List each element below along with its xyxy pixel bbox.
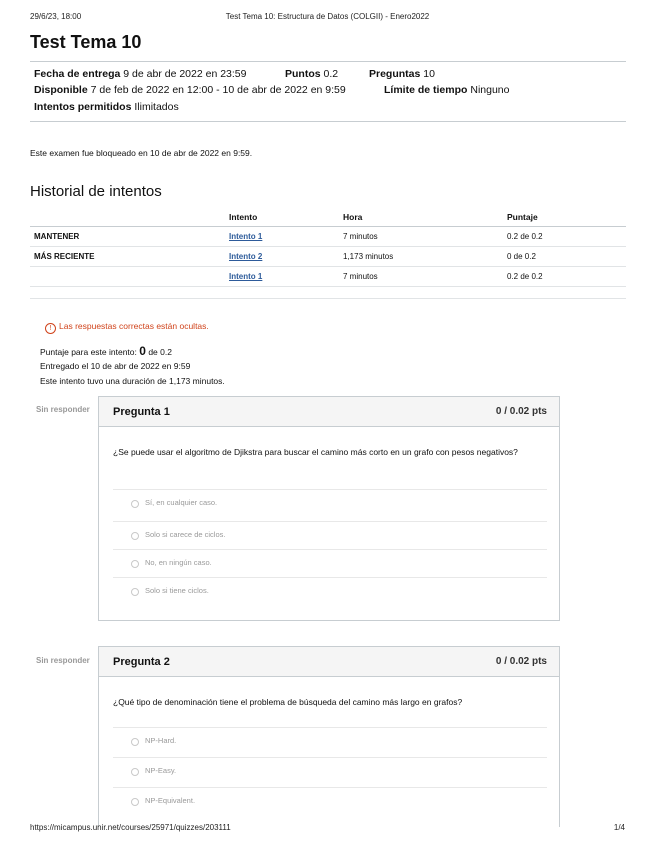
row-label: MANTENER xyxy=(30,227,225,247)
row-label xyxy=(30,267,225,287)
attempt-time: 7 minutos xyxy=(339,227,503,247)
question-card xyxy=(98,396,560,621)
answer-label: Solo si tiene ciclos. xyxy=(145,586,209,595)
answer-option[interactable] xyxy=(113,549,547,578)
answer-label: Sí, en cualquier caso. xyxy=(145,498,218,507)
points xyxy=(285,68,338,80)
answer-option[interactable] xyxy=(113,757,547,786)
hidden-answers-notice xyxy=(45,321,209,334)
answer-option[interactable] xyxy=(113,727,547,756)
locked-notice: Este examen fue bloqueado en 10 de abr de 2022 en 9:59. xyxy=(30,148,253,158)
attempt-history-table xyxy=(30,208,626,287)
radio-icon[interactable] xyxy=(131,738,139,746)
question-title: Pregunta 2 xyxy=(113,656,170,668)
questions-value: 10 xyxy=(423,68,435,80)
available-label: Disponible xyxy=(34,84,88,96)
time-limit xyxy=(384,84,509,96)
question-header xyxy=(99,397,559,427)
attempt-link[interactable]: Intento 1 xyxy=(229,232,263,241)
divider xyxy=(30,61,626,62)
question-card xyxy=(98,646,560,827)
attempts-allowed xyxy=(34,101,179,113)
answer-label: NP-Hard. xyxy=(145,736,177,745)
print-date: 29/6/23, 18:00 xyxy=(30,12,82,21)
attempts-label: Intentos permitidos xyxy=(34,101,132,113)
page-number: 1/4 xyxy=(613,823,625,832)
answer-option[interactable] xyxy=(113,577,547,606)
attempt-score: 0.2 de 0.2 xyxy=(503,227,626,247)
answer-label: Solo si carece de ciclos. xyxy=(145,530,226,539)
attempt-score xyxy=(40,344,172,358)
table-row xyxy=(30,227,626,247)
availability xyxy=(34,84,346,96)
question-header xyxy=(99,647,559,677)
attempt-time: 1,173 minutos xyxy=(339,247,503,267)
questions-count xyxy=(369,68,435,80)
radio-icon[interactable] xyxy=(131,588,139,596)
time-limit-label: Límite de tiempo xyxy=(384,84,468,96)
divider xyxy=(30,121,626,122)
attempt-score: 0 de 0.2 xyxy=(503,247,626,267)
attempt-duration: Este intento tuvo una duración de 1,173 minutos. xyxy=(40,376,225,386)
question-status: Sin responder xyxy=(36,656,90,665)
score-suffix: de 0.2 xyxy=(148,347,172,357)
question-text: ¿Qué tipo de denominación tiene el problema de búsqueda del camino más largo en grafos? xyxy=(113,697,463,707)
question-points: 0 / 0.02 pts xyxy=(495,656,547,667)
hidden-answers-text: Las respuestas correctas están ocultas. xyxy=(59,321,209,331)
due-date-label: Fecha de entrega xyxy=(34,68,121,80)
due-date xyxy=(34,68,247,80)
radio-icon[interactable] xyxy=(131,500,139,508)
table-row xyxy=(30,267,626,287)
attempt-score: 0.2 de 0.2 xyxy=(503,267,626,287)
history-title: Historial de intentos xyxy=(30,183,162,200)
due-date-value: 9 de abr de 2022 en 23:59 xyxy=(123,68,247,80)
points-value: 0.2 xyxy=(323,68,339,80)
table-row xyxy=(30,247,626,267)
score-prefix: Puntaje para este intento: xyxy=(40,347,137,357)
score-value: 0 xyxy=(139,344,146,358)
attempt-link[interactable]: Intento 2 xyxy=(229,252,263,261)
question-status: Sin responder xyxy=(36,405,90,414)
print-document-title: Test Tema 10: Estructura de Datos (COLGII) - Enero2022 xyxy=(225,12,430,21)
column-header xyxy=(30,208,225,227)
question-title: Pregunta 1 xyxy=(113,406,170,418)
table-header-row xyxy=(30,208,626,227)
available-value: 7 de feb de 2022 en 12:00 - 10 de abr de 2022 en 9:59 xyxy=(90,84,346,96)
answer-label: NP-Equivalent. xyxy=(145,796,196,805)
radio-icon[interactable] xyxy=(131,768,139,776)
questions-label: Preguntas xyxy=(369,68,421,80)
time-limit-value: Ninguno xyxy=(470,84,510,96)
question-points: 0 / 0.02 pts xyxy=(495,406,547,417)
radio-icon[interactable] xyxy=(131,560,139,568)
radio-icon[interactable] xyxy=(131,532,139,540)
attempt-time: 7 minutos xyxy=(339,267,503,287)
submitted-date: Entregado el 10 de abr de 2022 en 9:59 xyxy=(40,361,191,371)
answer-label: No, en ningún caso. xyxy=(145,558,212,567)
divider xyxy=(30,298,626,299)
column-header: Hora xyxy=(339,208,503,227)
radio-icon[interactable] xyxy=(131,798,139,806)
attempts-value: Ilimitados xyxy=(134,101,179,113)
attempt-link[interactable]: Intento 1 xyxy=(229,272,263,281)
column-header: Puntaje xyxy=(503,208,626,227)
warning-icon: ! xyxy=(45,323,56,334)
answer-option[interactable] xyxy=(113,489,547,518)
points-label: Puntos xyxy=(285,68,321,80)
question-text: ¿Se puede usar el algoritmo de Djikstra para buscar el camino más corto en un grafo con pesos negativos? xyxy=(113,447,518,457)
row-label: MÁS RECIENTE xyxy=(30,247,225,267)
page-title: Test Tema 10 xyxy=(30,32,142,52)
answer-label: NP-Easy. xyxy=(145,766,177,775)
print-url: https://micampus.unir.net/courses/25971/quizzes/203111 xyxy=(30,823,231,832)
answer-option[interactable] xyxy=(113,787,547,816)
column-header: Intento xyxy=(225,208,339,227)
answer-option[interactable] xyxy=(113,521,547,550)
